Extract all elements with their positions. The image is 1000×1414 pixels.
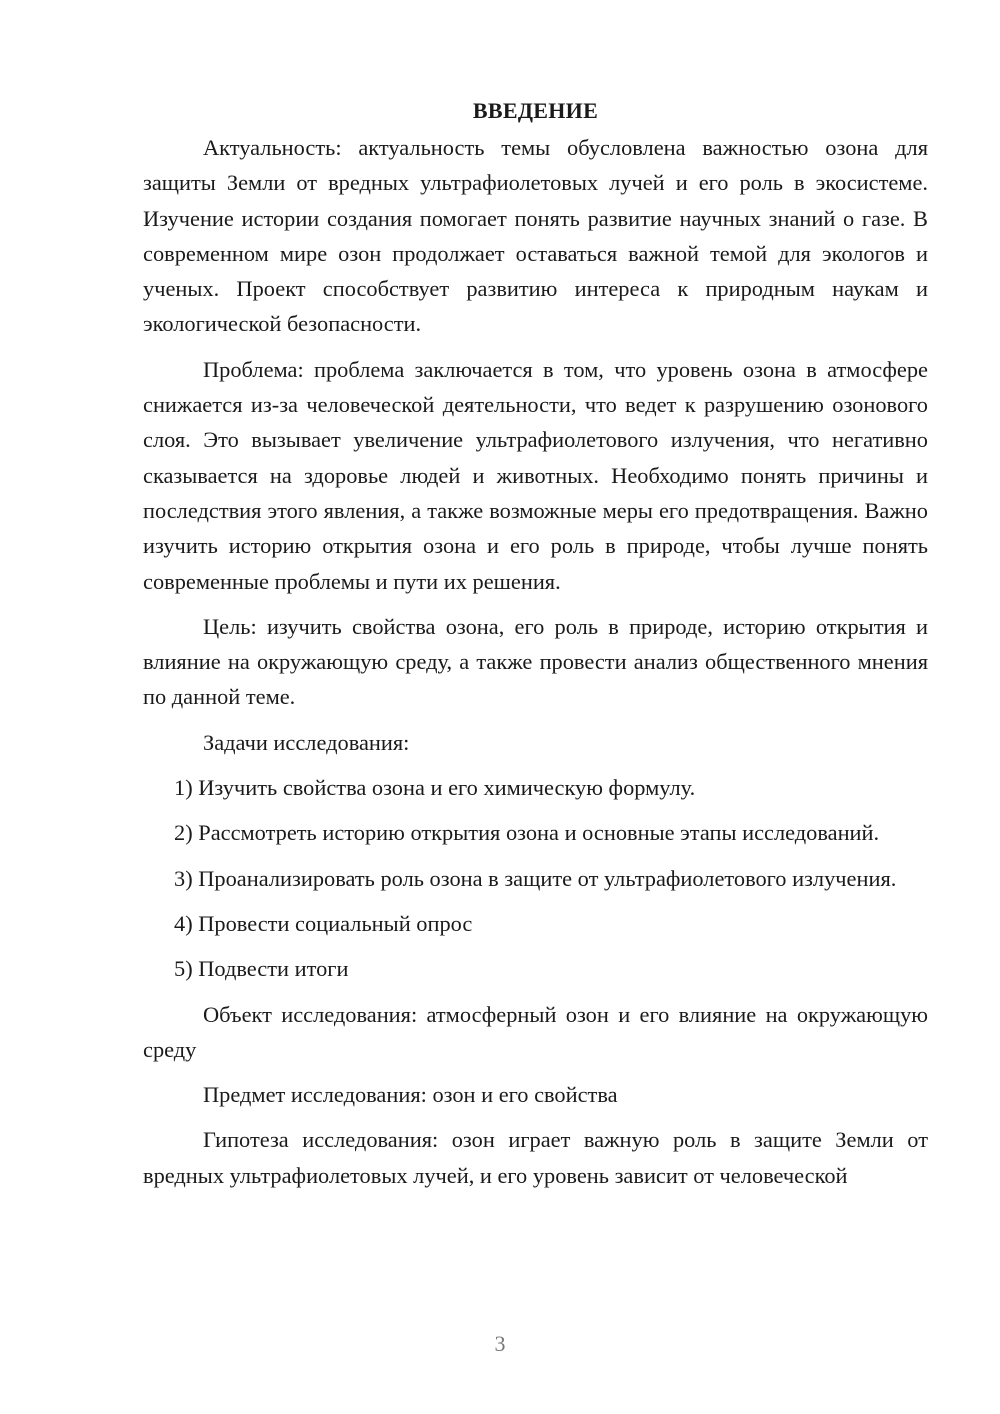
- tasks-heading: Задачи исследования:: [203, 729, 410, 755]
- research-subject-paragraph: Предмет исследования: озон и его свойства: [203, 1082, 618, 1108]
- goal-paragraph: Цель: изучить свойства озона, его роль в природе, историю открытия и влияние на окружающую среду, а также провести анализ общественного мнения по данной теме.: [143, 613, 928, 710]
- hypothesis-paragraph: Гипотеза исследования: озон играет важную роль в защите Земли от вредных ультрафиолетовых лучей, и его уровень зависит от человеческой: [143, 1127, 928, 1188]
- task-item-5: 5) Подвести итоги: [174, 956, 349, 982]
- task-item-4: 4) Провести социальный опрос: [174, 910, 473, 936]
- document-page: [143, 96, 928, 1203]
- problem-paragraph: Проблема: проблема заключается в том, что уровень озона в атмосфере снижается из-за человеческой деятельности, что ведет к разрушению озонового слоя. Это вызывает увеличение ультрафиолетового излучения, что негативно сказывается на здоровье людей и животных. Необходимо понять причины и последствия этого явления, а также возможные меры его предотвращения. Важно изучить историю открытия озона и его роль в природе, чтобы лучше понять современные проблемы и пути их решения.: [143, 356, 928, 594]
- task-item-1: 1) Изучить свойства озона и его химическую формулу.: [174, 775, 696, 801]
- page-number: 3: [494, 1331, 506, 1356]
- task-item-2: 2) Рассмотреть историю открытия озона и основные этапы исследований.: [174, 820, 880, 846]
- section-title: ВВЕДЕНИЕ: [472, 98, 599, 123]
- relevance-paragraph: Актуальность: актуальность темы обусловлена важностью озона для защиты Земли от вредных ультрафиолетовых лучей и его роль в экосистеме. Изучение истории создания помогает понять развитие научных знаний о газе. В современном мире озон продолжает оставаться важной темой для экологов и ученых. Проект способствует развитию интереса к природным наукам и экологической безопасности.: [143, 135, 928, 337]
- task-item-3: 3) Проанализировать роль озона в защите от ультрафиолетового излучения.: [174, 865, 897, 891]
- research-object-paragraph: Объект исследования: атмосферный озон и его влияние на окружающую среду: [143, 1001, 928, 1062]
